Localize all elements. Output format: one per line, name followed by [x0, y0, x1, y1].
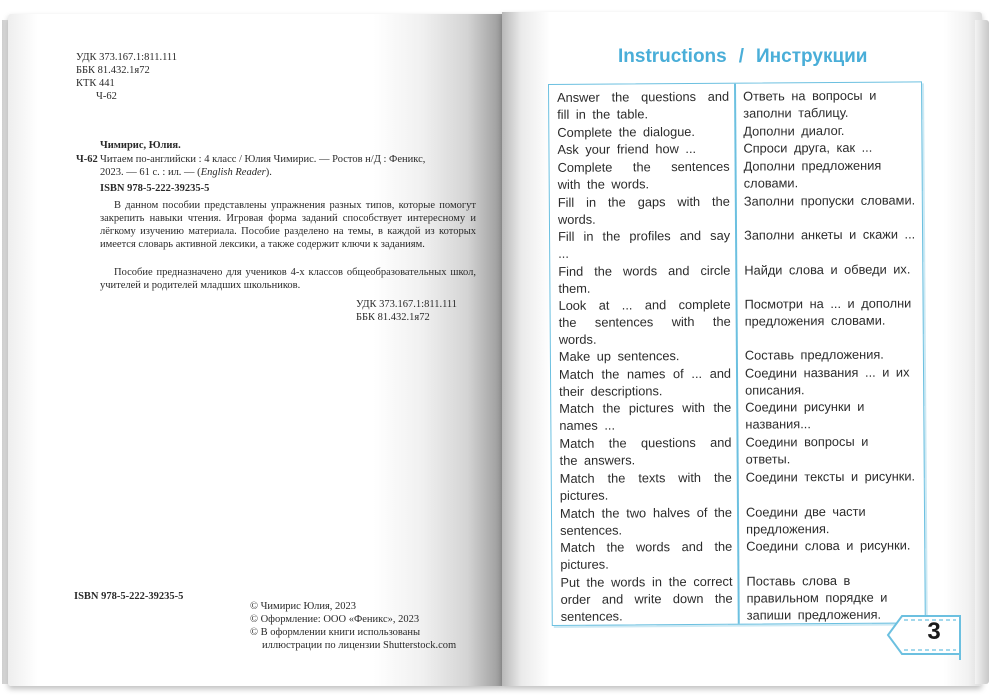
instruction-ru: Дополни предложения словами. [743, 157, 882, 191]
instruction-en: Fill in the gaps with the words. [557, 193, 730, 227]
column-divider [734, 84, 739, 624]
instruction-ru: Соедини рисунки и названия... [745, 398, 865, 432]
author-mark: Ч-62 [96, 91, 117, 102]
annotation-paragraph-1: В данном пособии представлены упражнения разных типов, которые помогут закрепить навыки чтения. Игровая форма заданий способствует интересному и лёгкому изучению материала. Пособие разделено на темы, в каждой из которых имеется словарь активной лексики, а также содержит ключи к заданиям. [100, 200, 476, 250]
copyright-illustrations: © В оформлении книги использованы [250, 627, 421, 638]
annotation-paragraph-2: Пособие предназначено для учеников 4-х классов общеобразовательных школ, учителей и родителей младших школьников. [100, 267, 476, 291]
title-separator: / [738, 46, 745, 67]
page-number: 3 [927, 618, 941, 645]
author-name: Чимирис, Юлия. [100, 140, 181, 151]
isbn-footer: ISBN 978-5-222-39235-5 [74, 591, 184, 602]
classification-codes [76, 51, 177, 90]
instruction-en: Look at ... and complete the sentences with the words. [558, 296, 731, 347]
instruction-en: Match the names of ... and their descriptions. [558, 365, 732, 399]
instruction-en: Make up sentences. [558, 348, 680, 364]
instruction-ru: Ответь на вопросы и заполни таблицу. [743, 87, 877, 121]
bbk-code: ББК 81.432.1я72 [76, 65, 150, 76]
bibliographic-line-2: 2023. — 61 с. : ил. — (English Reader). [100, 167, 272, 178]
instruction-en: Match the words and the pictures. [560, 538, 733, 572]
classification-bottom [356, 298, 457, 324]
copyright-block [250, 600, 456, 652]
copyright-license: иллюстрации по лицензии Shutterstock.com [262, 640, 457, 651]
instruction-en: Match the two halves of the sentences. [559, 504, 733, 538]
instruction-ru: Найди слова и обведи их. [744, 261, 911, 278]
title-russian: Инструкции [756, 46, 868, 67]
instruction-ru: Соедини вопросы и ответы. [745, 433, 869, 467]
author-mark-inline: Ч-62 [76, 154, 98, 165]
right-page-edge [975, 20, 989, 684]
bbk-code-bottom: ББК 81.432.1я72 [356, 312, 430, 323]
instruction-ru: Соедини две части предложения. [745, 503, 866, 537]
instruction-en: Fill in the profiles and say ... [558, 227, 731, 261]
isbn: ISBN 978-5-222-39235-5 [100, 183, 210, 194]
instruction-en: Match the questions and the answers. [559, 434, 732, 468]
instruction-en: Match the pictures with the names ... [559, 399, 732, 433]
instruction-en: Complete the dialogue. [557, 123, 696, 140]
left-page [8, 14, 502, 686]
instruction-en: Complete the sentences with the words. [557, 158, 730, 192]
page-number-tab [886, 614, 962, 654]
instruction-ru: Дополни диалог. [743, 122, 845, 139]
instruction-en: Ask your friend how ... [557, 140, 697, 157]
instruction-ru: Соедини тексты и рисунки. [745, 468, 916, 485]
bibliographic-line-1: Читаем по-английски : 4 класс / Юлия Чимирис. — Ростов н/Д : Феникс, [100, 154, 426, 165]
instruction-ru: Составь предложения. [744, 346, 884, 363]
instruction-en: Match the texts with the pictures. [559, 469, 732, 503]
copyright-design: © Оформление: ООО «Феникс», 2023 [250, 614, 420, 625]
udk-code: УДК 373.167.1:811.111 [76, 52, 178, 63]
copyright-author: © Чимирис Юлия, 2023 [250, 601, 357, 612]
instruction-en: Find the words and circle them. [558, 262, 731, 296]
instructions-table [548, 81, 926, 626]
instruction-ru: Посмотри на ... и дополни предложения словами. [744, 295, 912, 329]
instruction-en: Put the words in the correct order and write down the sentences. [560, 573, 733, 624]
instruction-ru: Спроси друга, как ... [743, 139, 873, 156]
instruction-en: Answer the questions and fill in the table. [557, 88, 730, 122]
instruction-ru: Заполни пропуски словами. [743, 192, 916, 209]
udk-code-bottom: УДК 373.167.1:811.111 [356, 299, 458, 310]
instruction-ru: Поставь слова в правильном порядке и запиши предложения. [746, 572, 888, 623]
title-english: Instructions [618, 46, 727, 67]
ktk-code: КТК 441 [76, 78, 115, 89]
instruction-ru: Соедини названия ... и их описания. [744, 364, 910, 398]
instruction-ru: Заполни анкеты и скажи ... [744, 226, 916, 243]
instruction-ru: Соедини слова и рисунки. [746, 537, 911, 554]
series-name: English Reader [200, 167, 266, 178]
page-title [618, 46, 878, 68]
